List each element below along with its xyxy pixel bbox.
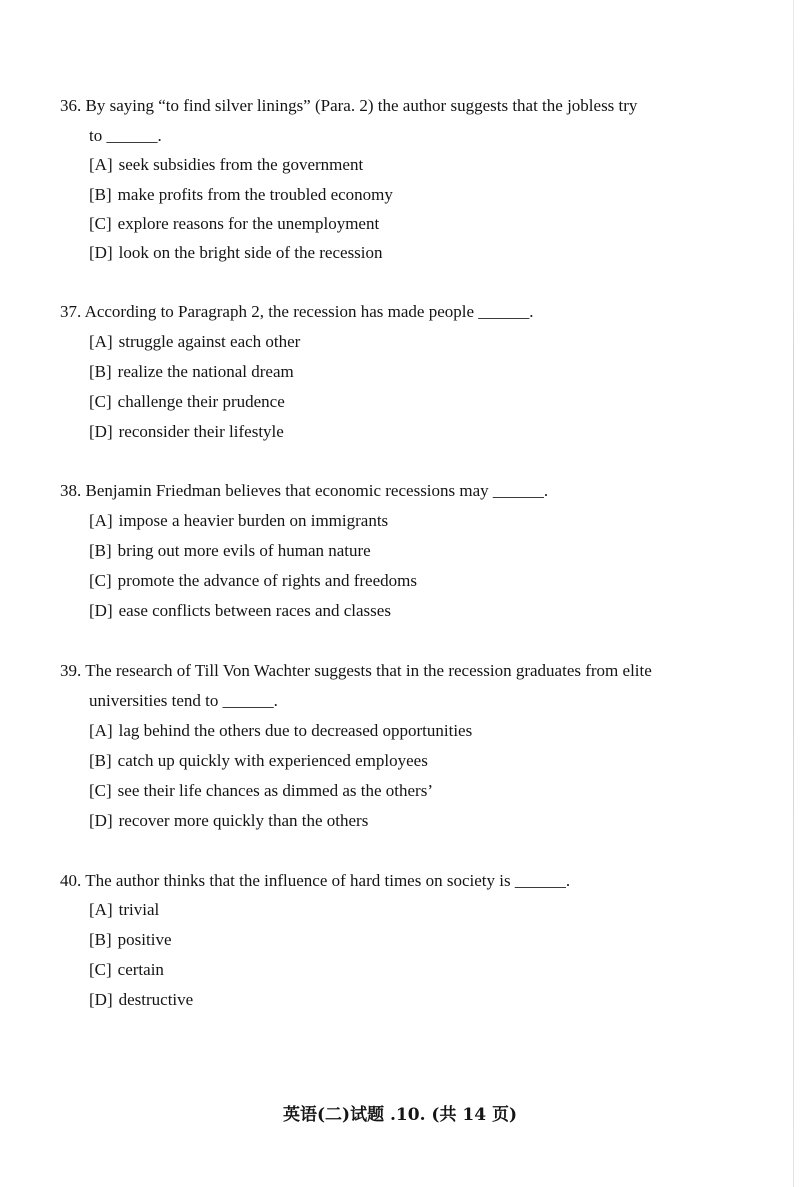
option-letter: [A]: [89, 721, 113, 740]
page-edge-line: [793, 0, 794, 1187]
option-text: promote the advance of rights and freedoms: [117, 571, 417, 590]
option-letter: [C]: [89, 392, 112, 411]
question-stem: [60, 297, 720, 327]
question-stem-line1: The author thinks that the influence of hard times on society is ______.: [85, 871, 571, 890]
option-b: [89, 925, 172, 955]
option-letter: [C]: [89, 214, 112, 233]
option-text: lag behind the others due to decreased opportunities: [118, 721, 473, 740]
option-b: [89, 180, 393, 210]
option-b: [89, 536, 371, 566]
option-c: [89, 566, 417, 596]
question-stem: [60, 656, 720, 716]
option-text: seek subsidies from the government: [118, 155, 364, 174]
option-letter: [A]: [89, 155, 113, 174]
question-stem-line2: universities tend to ______.: [89, 691, 278, 710]
option-text: realize the national dream: [117, 362, 294, 381]
option-letter: [A]: [89, 900, 113, 919]
question-number: 37.: [60, 302, 82, 321]
option-d: [89, 238, 383, 268]
option-text: look on the bright side of the recession: [118, 243, 383, 262]
option-text: impose a heavier burden on immigrants: [118, 511, 389, 530]
option-text: trivial: [118, 900, 160, 919]
question-number: 38.: [60, 481, 82, 500]
option-letter: [C]: [89, 571, 112, 590]
page-footer: 英语(二)试题 .10. (共 14 页): [283, 1105, 517, 1125]
option-c: [89, 776, 433, 806]
question-number: 36.: [60, 96, 82, 115]
option-letter: [D]: [89, 422, 113, 441]
option-d: [89, 417, 284, 447]
option-letter: [C]: [89, 960, 112, 979]
question-stem: [60, 91, 720, 151]
question-stem-line2: to ______.: [89, 126, 162, 145]
option-c: [89, 209, 379, 239]
option-text: ease conflicts between races and classes: [118, 601, 391, 620]
option-text: explore reasons for the unemployment: [117, 214, 380, 233]
option-letter: [B]: [89, 541, 112, 560]
option-text: certain: [117, 960, 164, 979]
option-text: see their life chances as dimmed as the others’: [117, 781, 433, 800]
question-number: 39.: [60, 661, 82, 680]
option-d: [89, 806, 368, 836]
option-letter: [B]: [89, 930, 112, 949]
option-text: make profits from the troubled economy: [117, 185, 393, 204]
option-letter: [B]: [89, 185, 112, 204]
question-stem-line1: By saying “to find silver linings” (Para. 2) the author suggests that the jobless try: [85, 96, 638, 115]
option-text: struggle against each other: [118, 332, 301, 351]
option-letter: [A]: [89, 332, 113, 351]
option-a: [89, 895, 159, 925]
option-letter: [D]: [89, 990, 113, 1009]
option-b: [89, 357, 294, 387]
option-letter: [D]: [89, 811, 113, 830]
option-a: [89, 327, 300, 357]
option-letter: [B]: [89, 751, 112, 770]
option-text: positive: [117, 930, 172, 949]
option-c: [89, 387, 285, 417]
option-letter: [D]: [89, 243, 113, 262]
option-a: [89, 716, 472, 746]
option-text: reconsider their lifestyle: [118, 422, 284, 441]
option-letter: [C]: [89, 781, 112, 800]
option-a: [89, 506, 388, 536]
option-a: [89, 150, 363, 180]
question-number: 40.: [60, 871, 82, 890]
question-stem-line1: Benjamin Friedman believes that economic recessions may ______.: [85, 481, 549, 500]
option-c: [89, 955, 164, 985]
option-text: catch up quickly with experienced employees: [117, 751, 428, 770]
option-text: bring out more evils of human nature: [117, 541, 371, 560]
option-d: [89, 596, 391, 626]
question-stem: [60, 476, 720, 506]
option-d: [89, 985, 193, 1015]
option-letter: [B]: [89, 362, 112, 381]
question-stem: [60, 866, 720, 896]
option-text: destructive: [118, 990, 194, 1009]
option-text: recover more quickly than the others: [118, 811, 369, 830]
question-stem-line1: According to Paragraph 2, the recession has made people ______.: [84, 302, 534, 321]
option-letter: [D]: [89, 601, 113, 620]
option-text: challenge their prudence: [117, 392, 285, 411]
option-b: [89, 746, 428, 776]
question-stem-line1: The research of Till Von Wachter suggests that in the recession graduates from elite: [85, 661, 652, 680]
option-letter: [A]: [89, 511, 113, 530]
